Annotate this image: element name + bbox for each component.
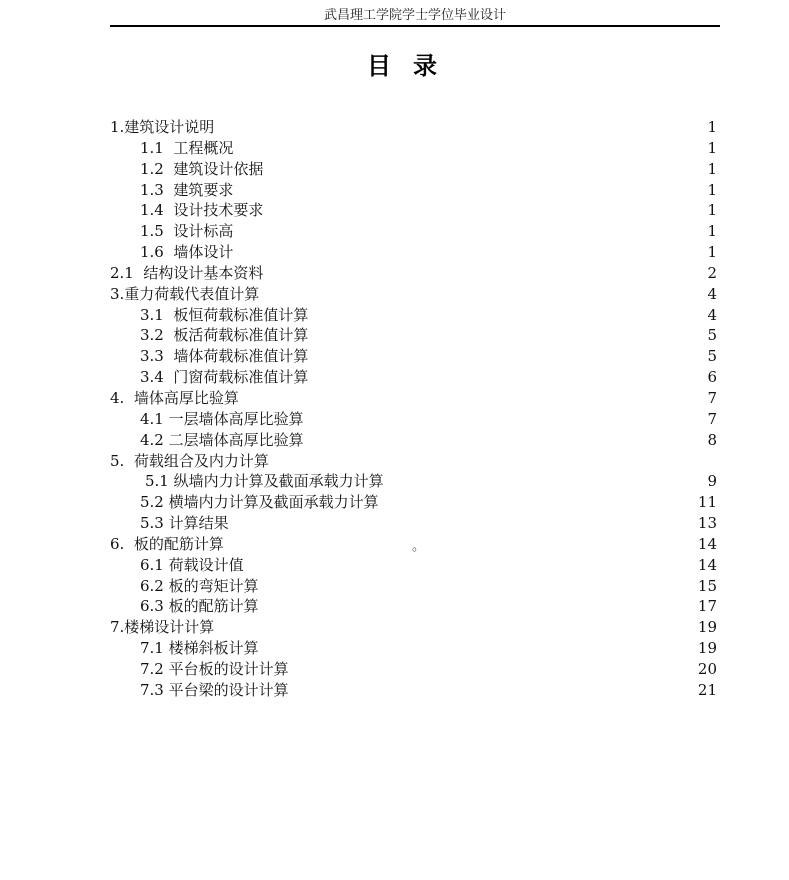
toc-entry-label: 7.2 平台板的设计计算 xyxy=(140,659,289,678)
toc-entry-label: 4.2 二层墙体高厚比验算 xyxy=(140,430,304,449)
toc-entry-3-1[interactable] xyxy=(110,305,717,326)
toc-entry-7[interactable] xyxy=(110,617,717,638)
toc-entry-2-1[interactable] xyxy=(110,263,717,284)
toc-entry-label: 3.4 门窗荷载标准值计算 xyxy=(140,368,309,387)
toc-entry-page: 21 xyxy=(697,680,717,699)
toc-entry-label: 2.1 结构设计基本资料 xyxy=(110,263,264,282)
toc-entry-label: 6.2 板的弯矩计算 xyxy=(140,576,259,595)
toc-entry-page: 1 xyxy=(707,243,717,262)
toc-entry-label: 1.3 建筑要求 xyxy=(140,180,234,199)
toc-entry-page: 1 xyxy=(707,118,717,136)
toc-entry-page: 14 xyxy=(697,534,717,553)
toc-entry-3-2[interactable] xyxy=(110,325,717,346)
toc-entry-label: 7.楼梯设计计算 xyxy=(110,618,215,637)
toc-entry-label: 5.2 横墙内力计算及截面承载力计算 xyxy=(140,493,379,512)
toc-entry-1-5[interactable] xyxy=(110,221,717,242)
toc-entry-page: 7 xyxy=(707,388,717,407)
toc-entry-label: 6. 板的配筋计算 xyxy=(110,534,224,553)
toc-entry-3[interactable] xyxy=(110,284,717,305)
toc-entry-1-3[interactable] xyxy=(110,180,717,201)
toc-entry-6-2[interactable] xyxy=(110,576,717,597)
toc-entry-5-1[interactable] xyxy=(110,471,717,492)
toc-entry-label: 7.3 平台梁的设计计算 xyxy=(140,680,289,699)
toc-entry-1-4[interactable] xyxy=(110,200,717,221)
toc-entry-label: 4.1 一层墙体高厚比验算 xyxy=(140,409,304,428)
toc-entry-4-1[interactable] xyxy=(110,409,717,430)
header-divider xyxy=(110,25,720,27)
toc-entry-3-3[interactable] xyxy=(110,346,717,367)
toc-entry-4-2[interactable] xyxy=(110,430,717,451)
toc-entry-page: 14 xyxy=(697,555,717,574)
toc-entry-label: 3.重力荷载代表值计算 xyxy=(110,284,260,303)
toc-entry-page: 1 xyxy=(707,222,717,241)
toc-entry-label: 4. 墙体高厚比验算 xyxy=(110,388,239,407)
toc-entry-page: 2 xyxy=(707,263,717,282)
toc-entry-page: 1 xyxy=(707,138,717,157)
toc-entry-label: 3.1 板恒荷载标准值计算 xyxy=(140,305,309,324)
toc-entry-5-2[interactable] xyxy=(110,492,717,513)
toc-entry-label: 7.1 楼梯斜板计算 xyxy=(140,639,259,658)
toc-entry-1-6[interactable] xyxy=(110,242,717,263)
toc-entry-page: 5 xyxy=(707,326,717,345)
toc-entry-page: 4 xyxy=(707,284,717,303)
toc-entry-page: 15 xyxy=(697,576,717,595)
toc-entry-page: 1 xyxy=(707,159,717,178)
toc-entry-page: 19 xyxy=(697,639,717,658)
toc-entry-6-3[interactable] xyxy=(110,596,717,617)
toc-entry-page: 7 xyxy=(707,409,717,428)
toc-entry-label: 1.5 设计标高 xyxy=(140,222,234,241)
toc-entry-7-1[interactable] xyxy=(110,638,717,659)
toc-entry-page: 1 xyxy=(707,180,717,199)
table-of-contents xyxy=(110,117,717,701)
toc-entry-1[interactable] xyxy=(110,117,717,138)
toc-entry-page: 5 xyxy=(707,347,717,366)
toc-entry-1-1[interactable] xyxy=(110,138,717,159)
toc-entry-label: 6.1 荷载设计值 xyxy=(140,555,244,574)
toc-entry-page: 1 xyxy=(707,201,717,220)
toc-entry-page: 6 xyxy=(707,368,717,387)
running-header: 武昌理工学院学士学位毕业设计 xyxy=(323,8,506,23)
toc-entry-3-4[interactable] xyxy=(110,367,717,388)
toc-entry-label: 6.3 板的配筋计算 xyxy=(140,597,259,616)
toc-entry-label: 5. 荷载组合及内力计算 xyxy=(110,451,269,470)
toc-entry-6-1[interactable] xyxy=(110,555,717,576)
toc-entry-page: 13 xyxy=(697,514,717,533)
toc-entry-label: 1.6 墙体设计 xyxy=(140,243,234,262)
stray-punctuation-mark: 。 xyxy=(412,539,426,554)
toc-entry-5[interactable] xyxy=(110,451,717,472)
toc-entry-label: 5.3 计算结果 xyxy=(140,514,229,533)
toc-entry-page: 20 xyxy=(697,659,717,678)
toc-title: 目录 xyxy=(367,52,459,80)
toc-entry-label: 5.1 纵墙内力计算及截面承载力计算 xyxy=(145,472,384,491)
toc-entry-label: 1.建筑设计说明 xyxy=(110,118,215,136)
toc-entry-label: 3.3 墙体荷载标准值计算 xyxy=(140,347,309,366)
toc-entry-5-3[interactable] xyxy=(110,513,717,534)
toc-entry-1-2[interactable] xyxy=(110,159,717,180)
toc-entry-label: 1.1 工程概况 xyxy=(140,138,234,157)
toc-entry-page: 19 xyxy=(697,618,717,637)
toc-entry-7-2[interactable] xyxy=(110,659,717,680)
toc-entry-page: 11 xyxy=(697,493,717,512)
toc-entry-label: 3.2 板活荷载标准值计算 xyxy=(140,326,309,345)
toc-entry-label: 1.4 设计技术要求 xyxy=(140,201,264,220)
toc-entry-7-3[interactable] xyxy=(110,680,717,701)
toc-entry-page: 8 xyxy=(707,430,717,449)
toc-entry-page: 9 xyxy=(707,472,717,491)
toc-entry-label: 1.2 建筑设计依据 xyxy=(140,159,264,178)
toc-entry-4[interactable] xyxy=(110,388,717,409)
toc-entry-page: 4 xyxy=(707,305,717,324)
toc-entry-page: 17 xyxy=(697,597,717,616)
